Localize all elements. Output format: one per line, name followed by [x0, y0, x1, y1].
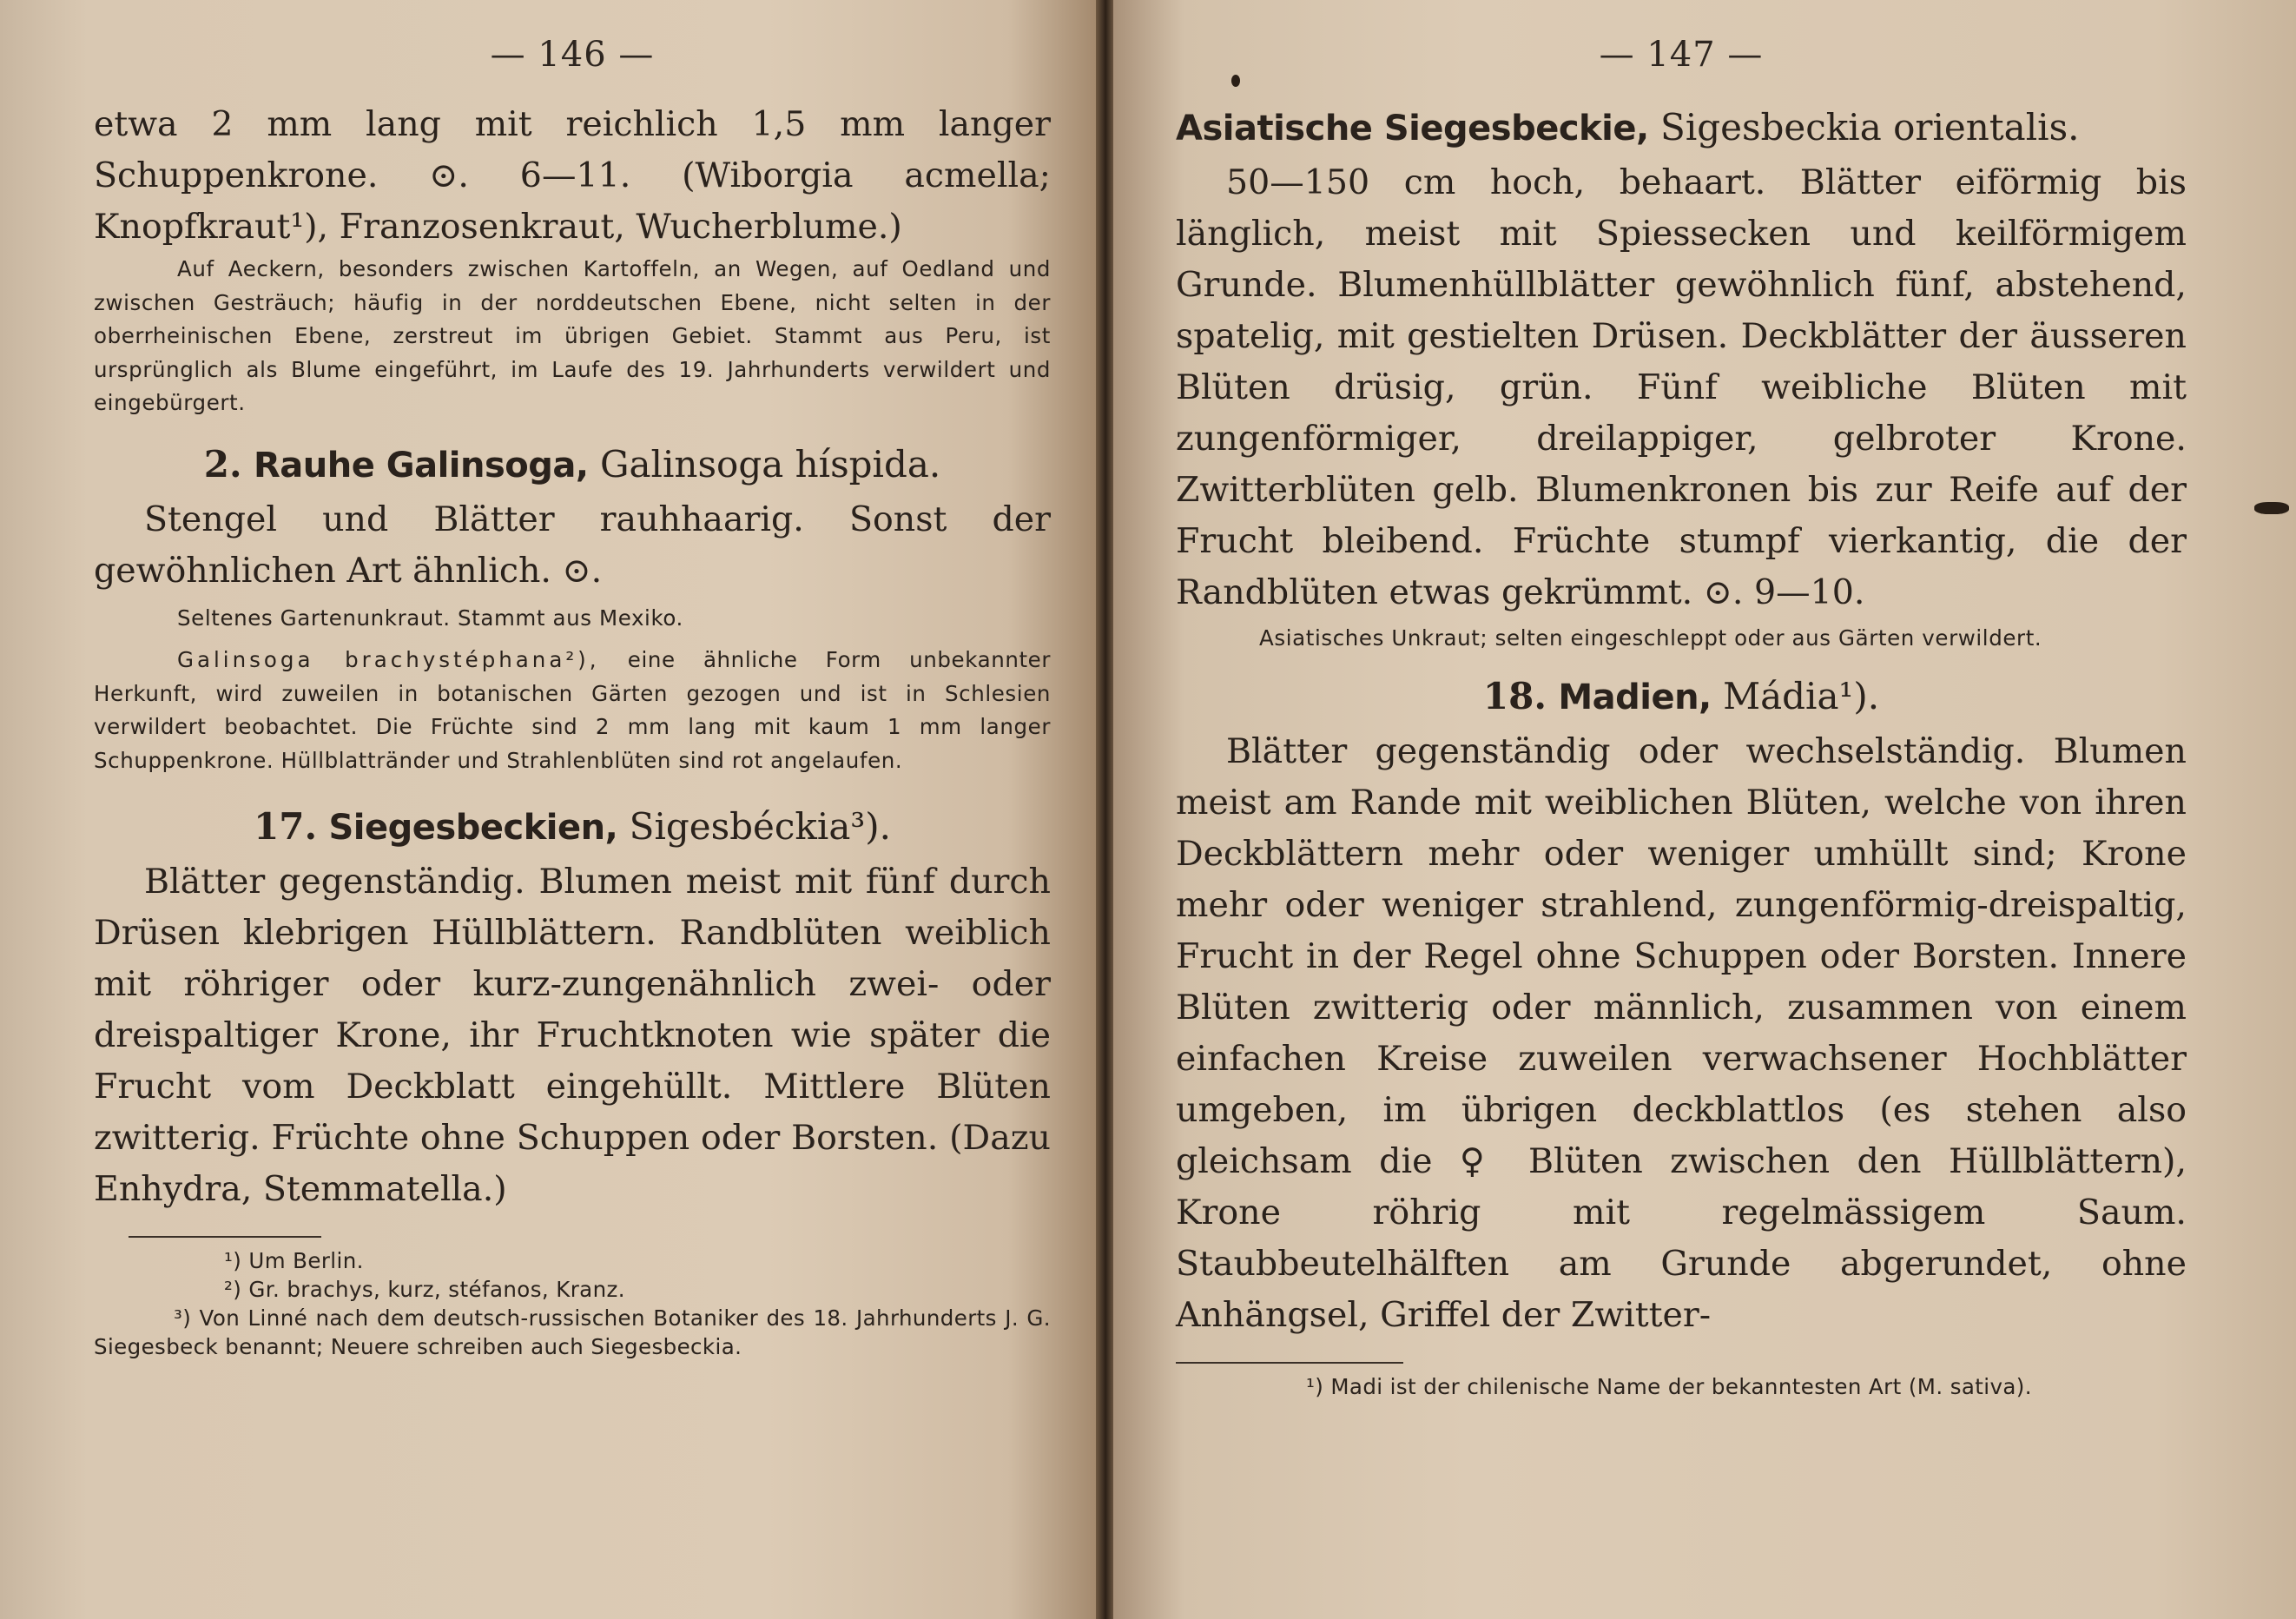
- ink-spot: [1231, 75, 1240, 87]
- text-block: Blätter gegenständig oder wechselständig. Blumen meist am Rande mit weiblichen Blüten, welche von ihren Deckblättern mehr oder weniger umhüllt sind; Krone mehr oder weniger strahlend, zungenförmig-dreispaltig, Frucht in der Regel ohne Schuppen oder Borsten. Innere Blüten zwitterig oder männlich, zusammen von einem einfachen Kreise zuweilen verwachsener Hochblätter umgeben, im übrigen deckblattlos (es stehen also gleichsam die ♀ Blüten zwischen den Hüllblättern), Krone röhrig mit regelmässigem Saum. Staubbeutelhälften am Grunde abgerundet, ohne Anhängsel, Griffel der Zwitter-: [1176, 730, 2187, 1335]
- text-block: etwa 2 mm lang mit reichlich 1,5 mm langer Schuppenkrone. ⊙. 6—11. (Wiborgia acmella; Knopfkraut¹), Franzosenkraut, Wucherblume.): [94, 104, 1051, 247]
- heading-name: Madien,: [1558, 677, 1712, 717]
- paragraph: [1176, 157, 2187, 618]
- habitat-note: Asiatisches Unkraut; selten eingeschleppt oder aus Gärten verwildert.: [1259, 625, 2042, 651]
- heading-number: 18.: [1482, 674, 1547, 717]
- page-number-left: — 146 —: [490, 35, 655, 75]
- heading-number: 2.: [203, 442, 242, 486]
- heading-latin: Galinsoga híspida.: [599, 442, 941, 486]
- heading-latin: Sigesbéckia³).: [629, 805, 891, 848]
- variant-text: eine ähnliche Form unbekannter Herkunft, wird zuweilen in botanischen Gärten gezogen und ist in Schlesien verwildert beobachtet. Die Früchte sind 2 mm lang mit kaum 1 mm langer Schuppenkrone. Hüllblattränder und Strahlenblüten sind rot angelaufen.: [94, 647, 1052, 773]
- text-block: 50—150 cm hoch, behaart. Blätter eiförmig bis länglich, meist mit Spiessecken und keilförmigem Grunde. Blumenhüllblätter gewöhnlich fünf, abstehend, spatelig, mit gestielten Drüsen. Deckblätter der äusseren Blüten drüsig, grün. Fünf weibliche Blüten mit zungenförmiger, dreilappiger, gelbroter Krone. Zwitterblüten gelb. Blumenkronen bis zur Reife auf der Frucht bleibend. Früchte stumpf vierkantig, die der Randblüten etwas gekrümmt. ⊙. 9—10.: [1176, 162, 2187, 612]
- heading-name: Siegesbeckien,: [328, 808, 618, 848]
- footnote-3: ³) Von Linné nach dem deutsch-russischen Botaniker des 18. Jahrhunderts J. G. Siegesbeck benannt; Neuere schreiben auch Siegesbeckia.: [94, 1305, 1051, 1359]
- genus-heading: [94, 798, 1051, 856]
- heading-latin: Mádia¹).: [1723, 674, 1880, 717]
- footnote-rule: [129, 1236, 321, 1238]
- paragraph: [1176, 726, 2187, 1341]
- paragraph: [94, 856, 1051, 1215]
- heading-latin: Sigesbeckia orientalis.: [1660, 106, 2080, 149]
- habitat-note: Auf Aeckern, besonders zwischen Kartoffeln, an Wegen, auf Oedland und zwischen Gesträuch; häufig in der norddeutschen Ebene, nicht selten in der oberrheinischen Ebene, zerstreut im übrigen Gebiet. Stammt aus Peru, ist ursprünglich als Blume eingeführt, im Laufe des 19. Jahrhunderts verwildert und eingebürgert.: [94, 256, 1051, 415]
- right-column: [1176, 35, 2187, 1401]
- left-column: [94, 35, 1051, 1361]
- footnote-1: ¹) Madi ist der chilenische Name der bekanntesten Art (M. sativa).: [1306, 1373, 2032, 1399]
- genus-heading: [1176, 668, 2187, 726]
- left-page: [0, 0, 1096, 1619]
- footnote-2: ²) Gr. brachys, kurz, stéfanos, Kranz.: [224, 1277, 625, 1302]
- right-page: [1113, 0, 2296, 1619]
- text-block: Blätter gegenständig. Blumen meist mit fünf durch Drüsen klebrigen Hüllblättern. Randblüten weiblich mit röhriger oder kurz-zungenähnlich zwei- oder dreispaltiger Krone, ihr Fruchtknoten wie später die Frucht vom Deckblatt eingehüllt. Mittlere Blüten zwitterig. Früchte ohne Schuppen oder Borsten. (Dazu Enhydra, Stemmatella.): [94, 862, 1051, 1209]
- heading-name: Asiatische Siegesbeckie,: [1176, 109, 1649, 149]
- paragraph: [94, 99, 1051, 253]
- book-gutter: [1096, 0, 1113, 1619]
- habitat-note: Seltenes Gartenunkraut. Stammt aus Mexiko.: [177, 605, 683, 631]
- text-block: Stengel und Blätter rauhhaarig. Sonst der gewöhnlichen Art ähnlich. ⊙.: [94, 499, 1051, 591]
- heading-name: Rauhe Galinsoga,: [253, 445, 589, 486]
- footnote-rule: [1176, 1362, 1403, 1364]
- paragraph: [94, 494, 1051, 597]
- variant-name: Galinsoga brachystéphana²),: [177, 647, 600, 672]
- page-number-right: — 147 —: [1599, 35, 1764, 75]
- footnote-1: ¹) Um Berlin.: [224, 1248, 364, 1273]
- variant-note: [94, 644, 1051, 777]
- species-heading: [94, 436, 1051, 494]
- species-heading: [1176, 99, 2187, 157]
- heading-number: 17.: [254, 805, 318, 848]
- ink-spot: [2254, 502, 2289, 514]
